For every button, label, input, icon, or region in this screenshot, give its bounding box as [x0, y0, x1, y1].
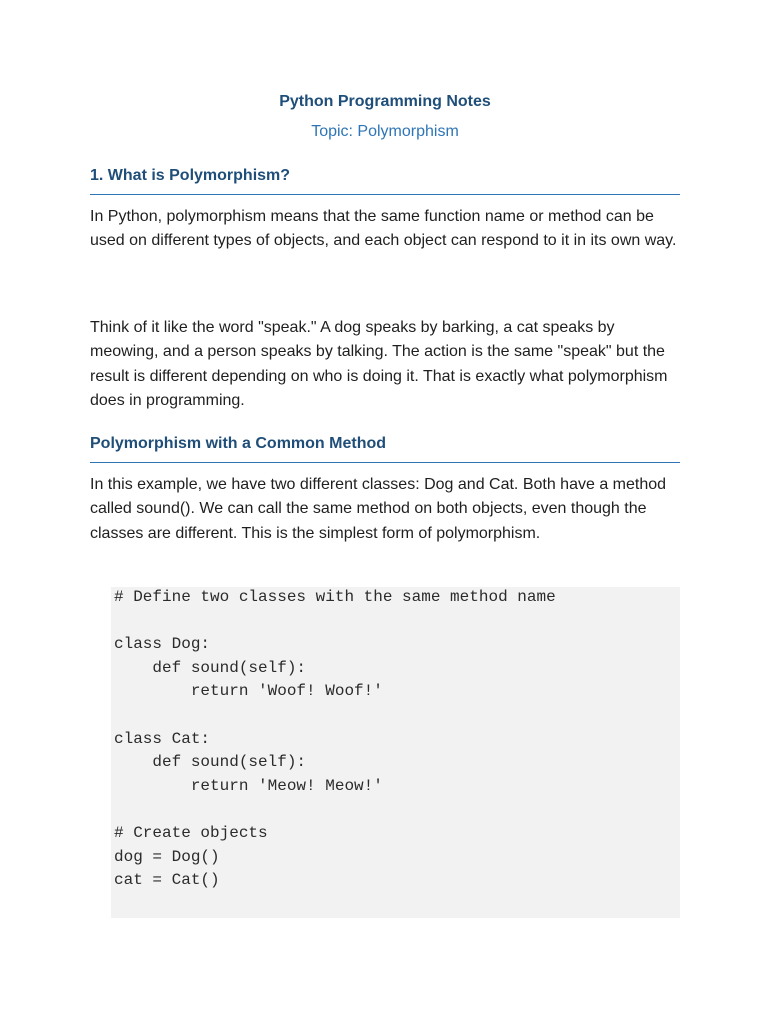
paragraph-example-intro: In this example, we have two different classes: Dog and Cat. Both have a method called sound(). We can call the same method on both objects, even though the classes are different. This is the simplest form of polymorphism.	[90, 476, 667, 542]
code-snippet: # Define two classes with the same method name class Dog: def sound(self): return 'Woof! Woof!' class Cat: def sound(self): return 'Meow! Meow!' # Create objects dog = Dog() cat = Cat()	[114, 588, 556, 890]
code-block	[111, 587, 680, 918]
document-title: Python Programming Notes	[279, 93, 491, 110]
paragraph-analogy: Think of it like the word "speak." A dog speaks by barking, a cat speaks by meowing, and a person speaks by talking. The action is the same "speak" but the result is different depending on who is doing it. That is exactly what polymorphism does in programming.	[90, 319, 668, 409]
document-subtitle: Topic: Polymorphism	[311, 123, 459, 140]
paragraph-definition: In Python, polymorphism means that the same function name or method can be used on different types of objects, and each object can respond to it in its own way.	[90, 208, 677, 250]
section-heading-common-method: Polymorphism with a Common Method	[90, 435, 680, 463]
section-heading-what-is-polymorphism: 1. What is Polymorphism?	[90, 167, 680, 195]
